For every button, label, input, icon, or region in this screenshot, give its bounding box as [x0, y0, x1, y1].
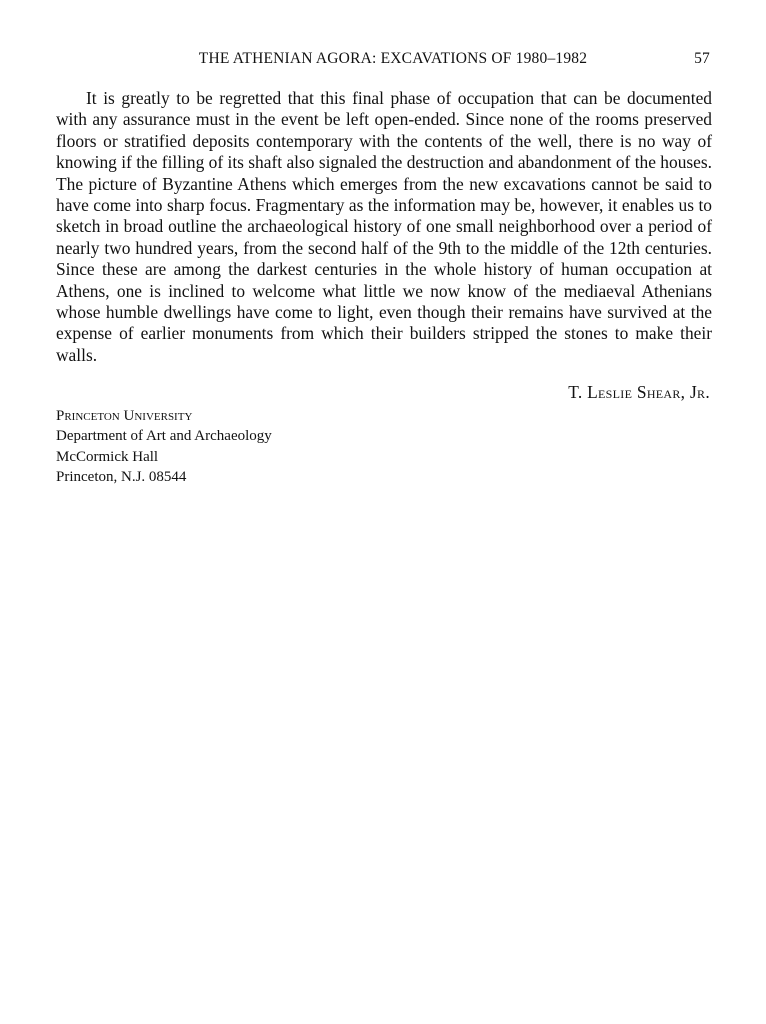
running-header [56, 50, 710, 72]
affiliation-city: Princeton, N.J. 08544 [56, 468, 187, 485]
page-number: 57 [694, 50, 710, 67]
affiliation-institution: Princeton University [56, 408, 193, 424]
author-affiliation [56, 406, 272, 487]
body-paragraph: It is greatly to be regretted that this final phase of occupation that can be documented with any assurance must in the event be left open-ended. Since none of the rooms preserved floors or stratified deposits contemporary with the contents of the well, there is no way of knowing if the filling of its shaft also signaled the destruction and abandonment of the houses. The picture of Byzantine Athens which emerges from the new excavations cannot be said to have come into sharp focus. Fragmentary as the information may be, however, it enables us to sketch in broad outline the archaeological history of one small neighborhood over a period of nearly two hundred years, from the second half of the 9th to the middle of the 12th centuries. Since these are among the darkest centuries in the whole history of human occupation at Athens, one is inclined to welcome what little we now know of the mediaeval Athenians whose humble dwellings have come to light, even though their remains have survived at the expense of earlier monuments from which their builders stripped the stones to make their walls. [56, 88, 712, 365]
affiliation-department: Department of Art and Archaeology [56, 428, 272, 445]
running-title: THE ATHENIAN AGORA: EXCAVATIONS OF 1980–1982 [198, 50, 588, 67]
author-signature: T. Leslie Shear, Jr. [568, 382, 710, 402]
affiliation-building: McCormick Hall [56, 448, 159, 465]
